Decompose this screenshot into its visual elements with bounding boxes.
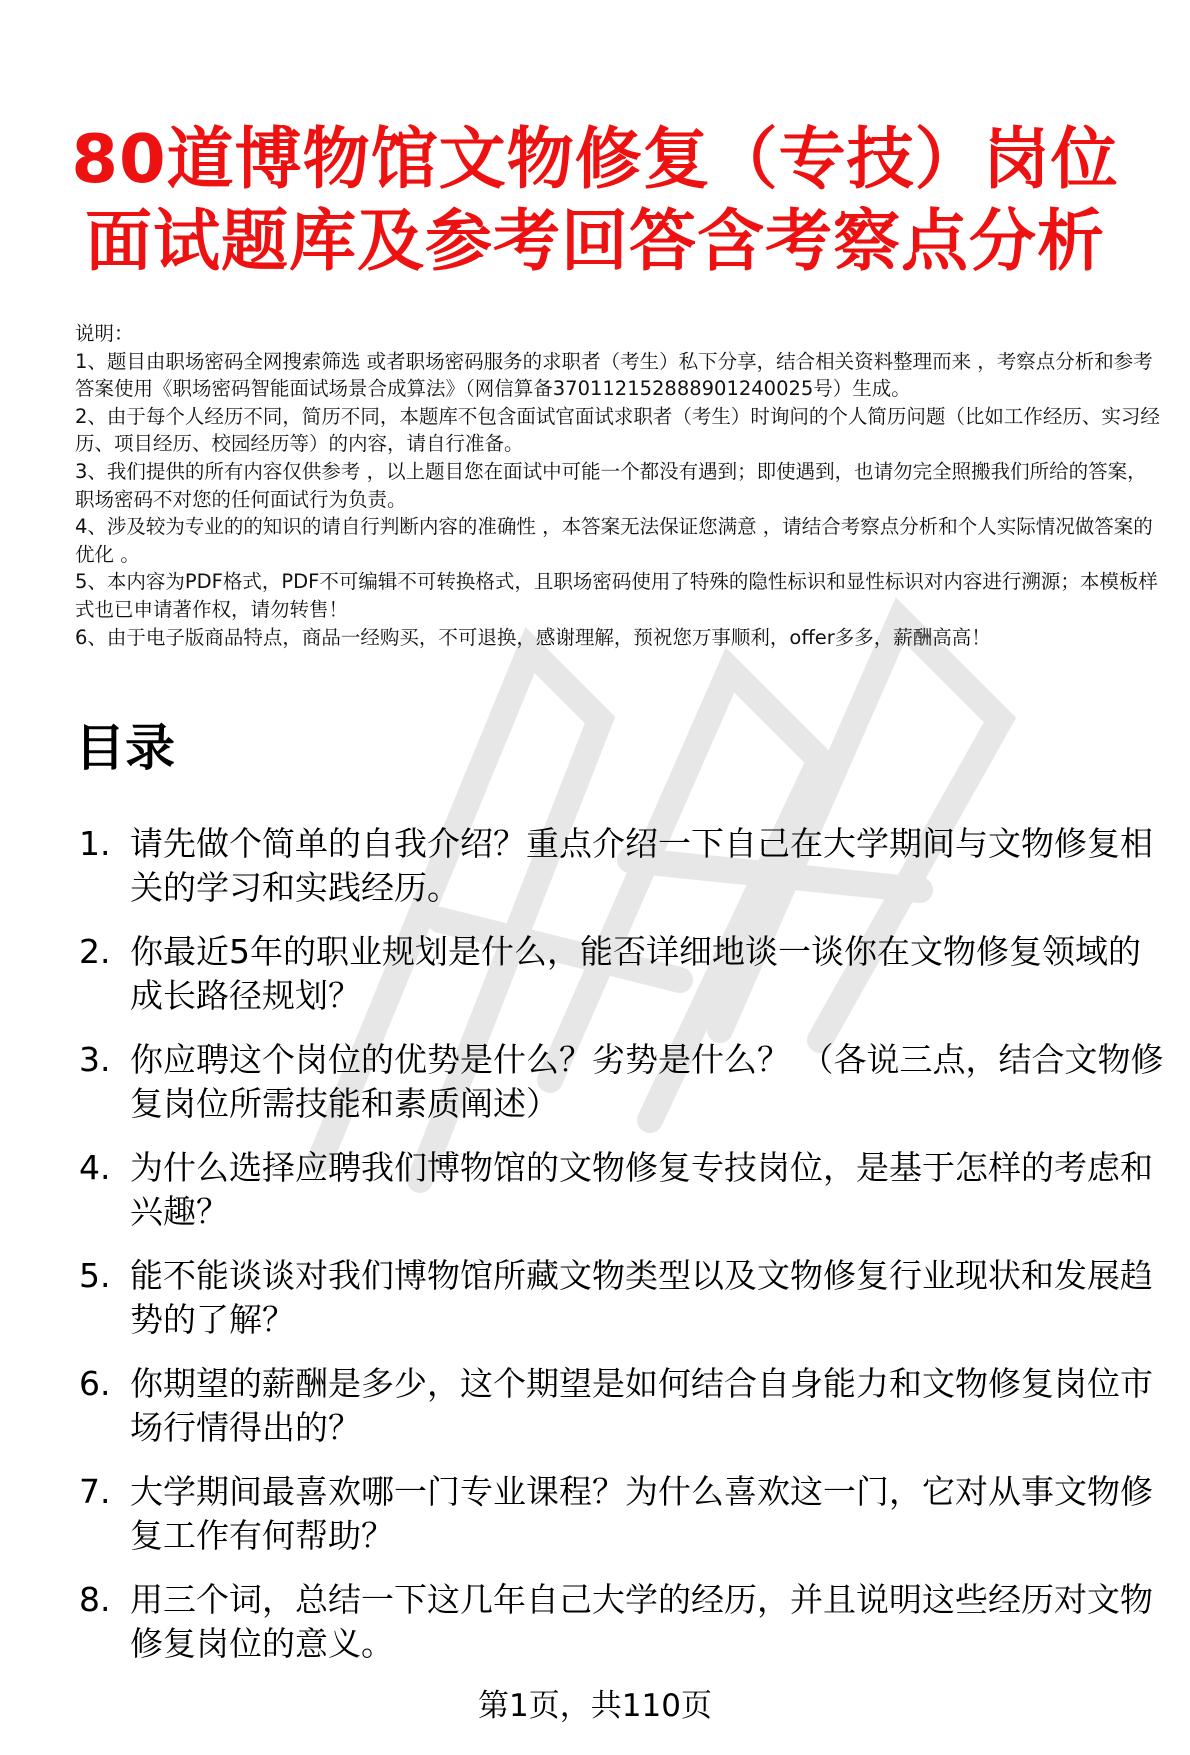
toc-item-number: 7. (79, 1472, 111, 1511)
note-item: 5、本内容为PDF格式，PDF不可编辑不可转换格式，且职场密码使用了特殊的隐性标识和显性标识对内容进行溯源；本模板样式也已申请著作权，请勿转售！ (75, 570, 1158, 621)
notes-label: 说明： (75, 322, 134, 345)
document-title (60, 118, 1130, 282)
note-item: 1、题目由职场密码全网搜索筛选 或者职场密码服务的求职者（考生）私下分享，结合相关资料整理而来 ，考察点分析和参考答案使用《职场密码智能面试场景合成算法》（网信算备370112152888901240025号）生成。 (75, 349, 1153, 401)
toc-item-text: 用三个词，总结一下这几年自己大学的经历，并且说明这些经历对文物修复岗位的意义。 (130, 1580, 1153, 1663)
page-footer: 第1页，共110页 (478, 1688, 712, 1724)
toc-item[interactable] (75, 1578, 1165, 1686)
toc-item[interactable] (75, 1038, 1165, 1146)
toc-item[interactable] (75, 1362, 1165, 1470)
toc-item-number: 8. (79, 1580, 111, 1619)
note-item: 6、由于电子版商品特点，商品一经购买，不可退换，感谢理解，预祝您万事顺利，offer多多，薪酬高高！ (75, 625, 991, 649)
note-item: 4、涉及较为专业的的知识的请自行判断内容的准确性 ，本答案无法保证您满意 ，请结合考察点分析和个人实际情况做答案的优化 。 (75, 515, 1153, 566)
toc-item-number: 4. (79, 1148, 111, 1187)
toc-item-text: 请先做个简单的自我介绍？重点介绍一下自己在大学期间与文物修复相关的学习和实践经历。 (130, 824, 1153, 907)
title-line-2: 面试题库及参考回答含考察点分析 (85, 202, 1105, 280)
toc-item-text: 为什么选择应聘我们博物馆的文物修复专技岗位，是基于怎样的考虑和兴趣？ (130, 1148, 1153, 1231)
toc-item-text: 你应聘这个岗位的优势是什么？劣势是什么？ （各说三点，结合文物修复岗位所需技能和素质阐述） (130, 1040, 1164, 1123)
note-item: 2、由于每个人经历不同，简历不同，本题库不包含面试官面试求职者（考生）时询问的个人简历问题（比如工作经历、实习经历、项目经历、校园经历等）的内容，请自行准备。 (75, 404, 1160, 456)
toc-item-text: 能不能谈谈对我们博物馆所藏文物类型以及文物修复行业现状和发展趋势的了解？ (130, 1256, 1153, 1339)
toc-item-number: 5. (79, 1256, 111, 1295)
toc-heading: 目录 (75, 719, 175, 777)
toc-list (75, 822, 1165, 1686)
title-line-1: 80道博物馆文物修复（专技）岗位 (71, 120, 1119, 198)
toc-item-number: 2. (79, 932, 111, 971)
toc-item[interactable] (75, 930, 1165, 1038)
toc-item-number: 1. (79, 824, 111, 863)
toc-item[interactable] (75, 822, 1165, 930)
note-item: 3、我们提供的所有内容仅供参考 ，以上题目您在面试中可能一个都没有遇到；即使遇到，也请勿完全照搬我们所给的答案，职场密码不对您的任何面试行为负责。 (75, 459, 1147, 511)
toc-item[interactable] (75, 1470, 1165, 1578)
toc-item-number: 3. (79, 1040, 111, 1079)
toc-item[interactable] (75, 1146, 1165, 1254)
toc-item-text: 大学期间最喜欢哪一门专业课程？为什么喜欢这一门，它对从事文物修复工作有何帮助？ (130, 1472, 1153, 1555)
instructions-block (75, 320, 1165, 651)
toc-item-text: 你最近5年的职业规划是什么，能否详细地谈一谈你在文物修复领域的成长路径规划？ (130, 932, 1141, 1015)
toc-item[interactable] (75, 1254, 1165, 1362)
toc-item-number: 6. (79, 1364, 111, 1403)
toc-item-text: 你期望的薪酬是多少，这个期望是如何结合自身能力和文物修复岗位市场行情得出的？ (130, 1364, 1153, 1447)
